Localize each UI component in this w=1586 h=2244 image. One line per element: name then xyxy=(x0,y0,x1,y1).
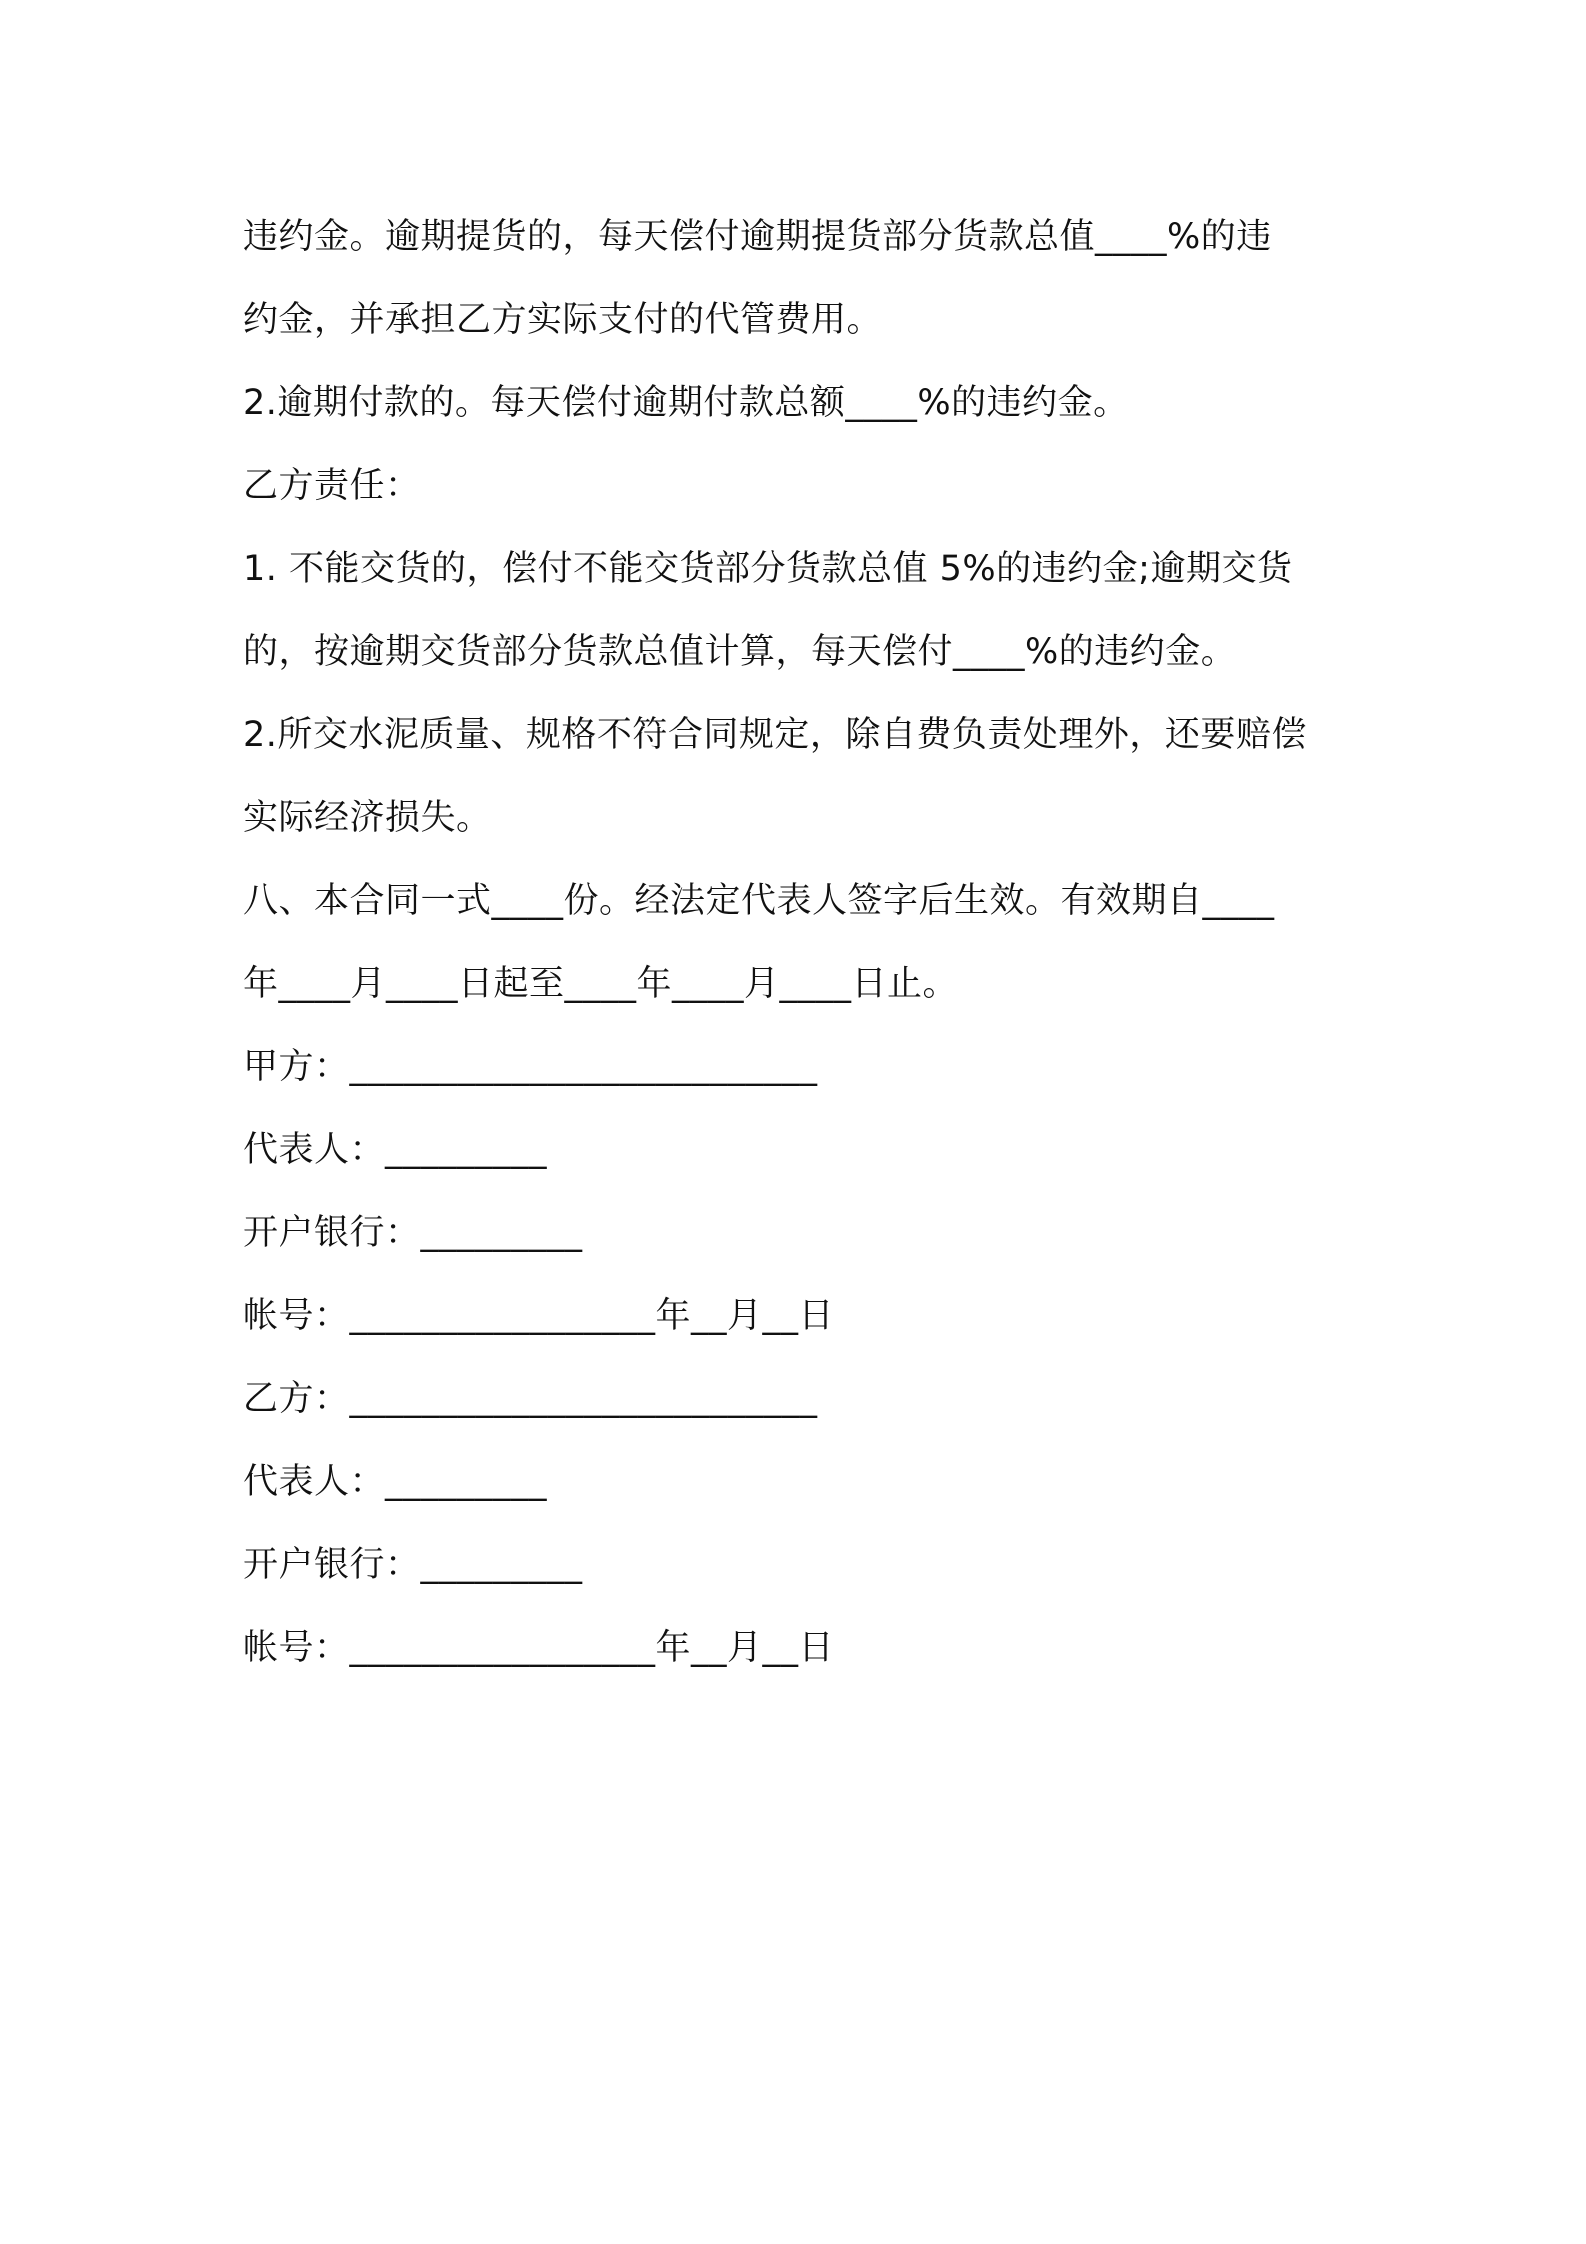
text-line-storage-fee: 约金，并承担乙方实际支付的代管费用。 xyxy=(243,300,883,340)
signature-party-b: 乙方：__________________________ xyxy=(243,1379,818,1419)
text-line-penalty-late-pickup: 违约金。逾期提货的，每天偿付逾期提货部分货款总值____%的违 xyxy=(243,217,1272,257)
text-line-non-delivery: 1. 不能交货的，偿付不能交货部分货款总值 5%的违约金;逾期交货 xyxy=(243,549,1293,589)
text-line-copies-effective: 八、本合同一式____份。经法定代表人签字后生效。有效期自____ xyxy=(243,881,1275,921)
text-line-late-payment: 2.逾期付款的。每天偿付逾期付款总额____%的违约金。 xyxy=(243,383,1129,423)
signature-party-b-representative: 代表人：_________ xyxy=(243,1462,548,1502)
signature-party-b-account-date: 帐号：_________________年__月__日 xyxy=(243,1628,835,1668)
signature-party-a-bank: 开户银行：_________ xyxy=(243,1213,583,1253)
signature-party-a: 甲方：__________________________ xyxy=(243,1047,818,1087)
signature-party-a-representative: 代表人：_________ xyxy=(243,1130,548,1170)
text-line-economic-loss: 实际经济损失。 xyxy=(243,798,492,838)
section-heading-party-b-liability: 乙方责任： xyxy=(243,466,421,506)
text-line-late-delivery: 的，按逾期交货部分货款总值计算，每天偿付____%的违约金。 xyxy=(243,632,1237,672)
text-line-quality-nonconformance: 2.所交水泥质量、规格不符合同规定，除自费负责处理外，还要赔偿 xyxy=(243,715,1307,755)
signature-party-b-bank: 开户银行：_________ xyxy=(243,1545,583,1585)
text-line-validity-period: 年____月____日起至____年____月____日止。 xyxy=(243,964,959,1004)
signature-party-a-account-date: 帐号：_________________年__月__日 xyxy=(243,1296,835,1336)
contract-text xyxy=(243,196,1363,1690)
